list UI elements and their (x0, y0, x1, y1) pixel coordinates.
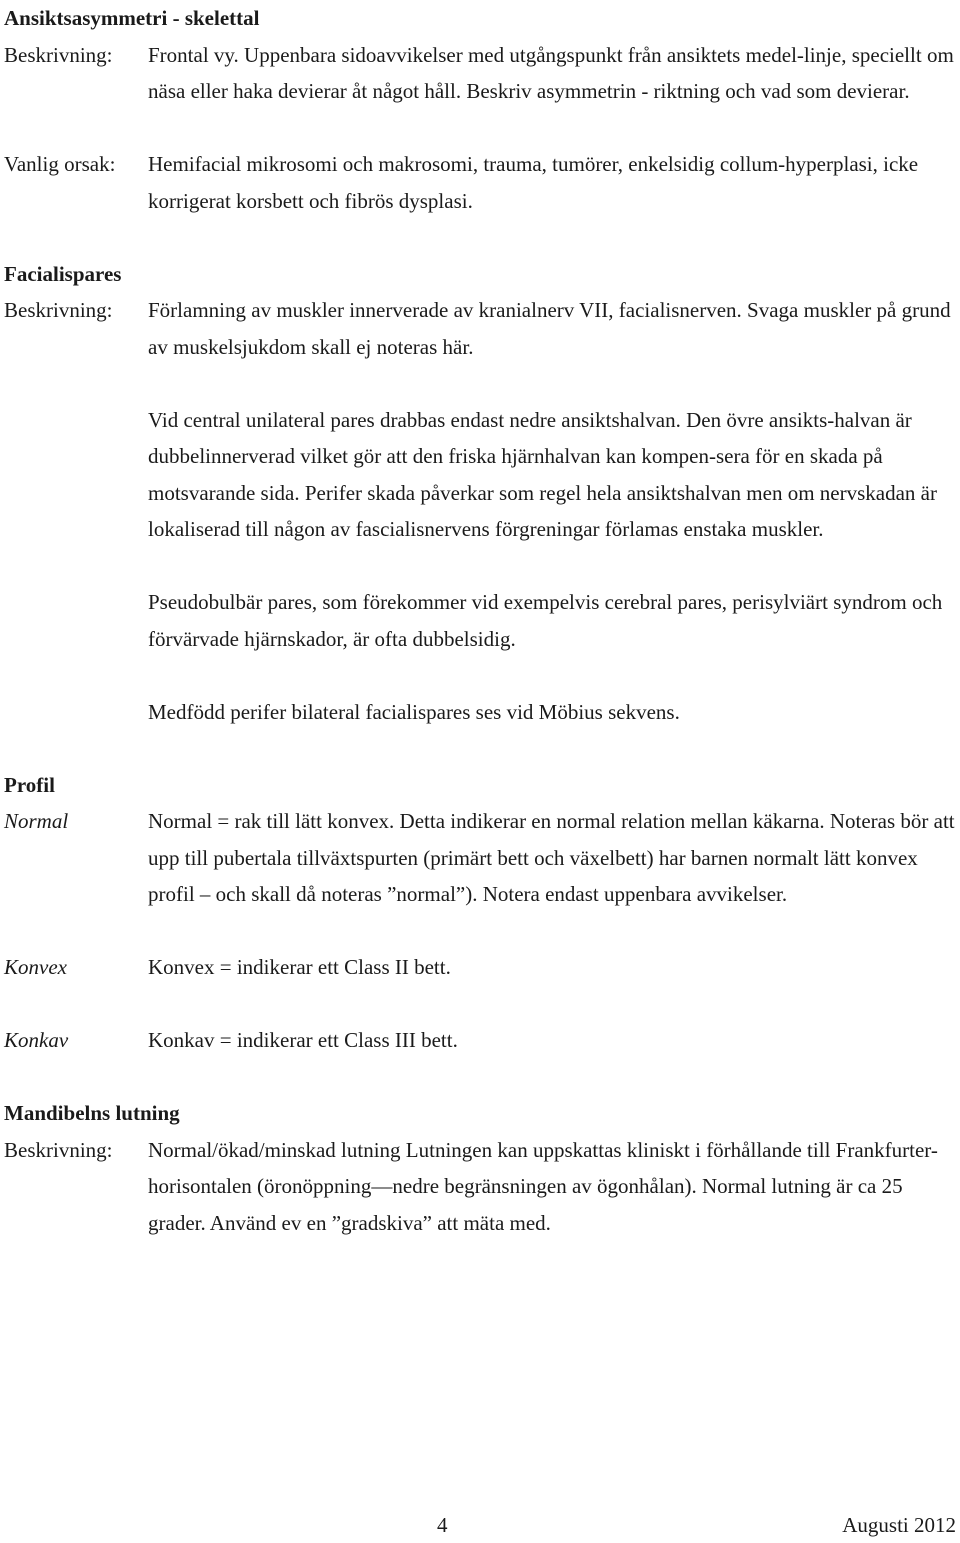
spacer (4, 110, 956, 147)
row-beskrivning (4, 37, 956, 110)
row-content (148, 292, 956, 730)
row-label: Beskrivning: (4, 298, 113, 322)
row-content (148, 803, 956, 913)
row-label: Konvex (4, 955, 67, 979)
paragraph: Pseudobulbär pares, som förekommer vid exempelvis cerebral pares, perisylviärt syndrom och förvärvade hjärnskador, är ofta dubbelsidig. (148, 590, 943, 651)
row-label: Beskrivning: (4, 1137, 113, 1162)
spacer (4, 913, 956, 950)
row-beskrivning (4, 292, 956, 730)
page-footer (0, 1507, 960, 1543)
row-label: Normal (4, 809, 69, 833)
row-label: Konkav (4, 1028, 69, 1052)
row-content (148, 1132, 956, 1242)
section-title: Mandibelns lutning (4, 1101, 180, 1125)
row-konvex (4, 949, 956, 986)
row-content (148, 37, 956, 110)
paragraph: Konvex = indikerar ett Class II bett. (148, 955, 451, 979)
row-label: Vanlig orsak: (4, 152, 116, 176)
section-title: Profil (4, 772, 55, 797)
row-normal (4, 803, 956, 913)
document-page (4, 0, 956, 1241)
spacer (4, 219, 956, 256)
section-title: Facialispares (4, 261, 122, 286)
spacer (4, 730, 956, 767)
row-label: Beskrivning: (4, 42, 113, 67)
section-profil (4, 767, 956, 1059)
paragraph: Normal/ökad/minskad lutning Lutningen kan uppskattas kliniskt i förhållande till Frankfurter-horisontalen (öronöppning—nedre begränsningen av ögonhålan). Normal lutning är ca 25 grader. Använd ev en ”gradskiva” att mäta med. (148, 1137, 938, 1235)
footer-date: Augusti 2012 (842, 1513, 956, 1537)
section-ansiktsasymmetri (4, 0, 956, 219)
row-content (148, 949, 956, 986)
paragraph: Medfödd perifer bilateral facialispares ses vid Möbius sekvens. (148, 699, 680, 724)
paragraph: Konkav = indikerar ett Class III bett. (148, 1028, 458, 1052)
section-mandibelns-lutning (4, 1095, 956, 1241)
spacer (4, 986, 956, 1023)
paragraph: Normal = rak till lätt konvex. Detta indikerar en normal relation mellan käkarna. Noteras bör att upp till pubertala tillväxtspurten (primärt bett och växelbett) har barnen normalt lätt konvex profil – och skall då noteras ”normal”). Notera endast uppenbara avvikelser. (148, 809, 955, 906)
page-number: 4 (437, 1513, 448, 1537)
paragraph: Förlamning av muskler innerverade av kranialnerv VII, facialisnerven. Svaga muskler på grund av muskelsjukdom skall ej noteras här. (148, 298, 951, 359)
spacer (4, 1059, 956, 1096)
row-content (148, 146, 956, 219)
row-konkav (4, 1022, 956, 1059)
section-facialispares (4, 256, 956, 731)
paragraph: Frontal vy. Uppenbara sidoavvikelser med utgångspunkt från ansiktets medel-linje, speciellt om näsa eller haka devierar åt något håll. Beskriv asymmetrin - riktning och vad som devierar. (148, 42, 954, 103)
paragraph: Hemifacial mikrosomi och makrosomi, trauma, tumörer, enkelsidig collum-hyperplasi, icke korrigerat korsbett och fibrös dysplasi. (148, 152, 919, 213)
row-vanlig-orsak (4, 146, 956, 219)
paragraph: Vid central unilateral pares drabbas endast nedre ansiktshalvan. Den övre ansikts-halvan är dubbelinnerverad vilket gör att den friska hjärnhalvan kan kompen-sera för en skada på motsvarande sida. Perifer skada påverkar som regel hela ansiktshalvan men om nervskadan är lokaliserad till någon av fascialisnervens förgreningar förlamas enstaka muskler. (148, 407, 937, 541)
row-content (148, 1022, 956, 1059)
section-title: Ansiktsasymmetri - skelettal (4, 6, 260, 30)
row-beskrivning (4, 1132, 956, 1242)
